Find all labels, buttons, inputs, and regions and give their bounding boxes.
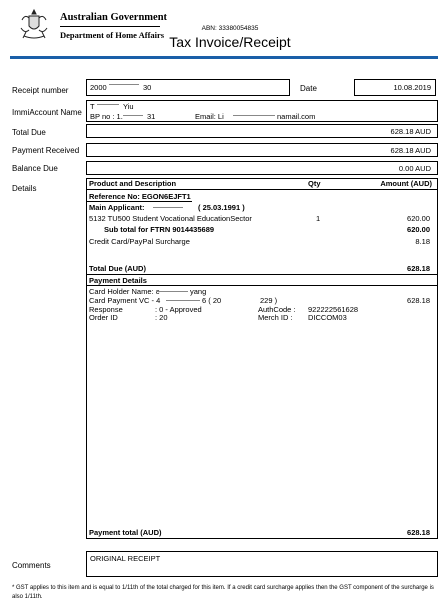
total-due-field: [86, 124, 438, 138]
email-label: Email: Li: [195, 112, 224, 121]
response-label: Response: [89, 305, 123, 314]
comments-value: ORIGINAL RECEIPT: [90, 554, 161, 563]
authcode-label: AuthCode :: [258, 305, 296, 314]
page-title: Tax Invoice/Receipt: [169, 34, 291, 50]
card-holder-name: Card Holder Name: c: [89, 287, 160, 296]
order-id-value: : 20: [155, 313, 168, 322]
subtotal-label: Sub total for FTRN 9014435689: [104, 225, 215, 234]
payment-received-value: 628.18 AUD: [390, 146, 431, 155]
col-product-header: Product and Description: [89, 179, 177, 188]
balance-due-field: [86, 161, 438, 175]
card-payment-amount: 628.18: [407, 296, 430, 305]
balance-due-label: Balance Due: [12, 164, 58, 173]
authcode-value: 922222561628: [308, 305, 359, 314]
card-payment-end: 229 ): [260, 296, 278, 305]
line-item-amount: 620.00: [407, 214, 430, 223]
details-total-label: Total Due (AUD): [89, 264, 146, 273]
card-holder-name-tail: yang: [190, 287, 207, 296]
redaction-mark: [156, 291, 188, 292]
surcharge-label: Credit Card/PayPal Surcharge: [89, 237, 190, 246]
redaction-mark: [109, 84, 139, 91]
immi-name: Yiu: [123, 102, 134, 111]
receipt-number-tail: 30: [143, 83, 152, 92]
comments-field: [86, 551, 438, 577]
col-qty-header: Qty: [308, 179, 321, 188]
details-label: Details: [12, 184, 37, 193]
redaction-mark: [123, 115, 143, 116]
reference-number: Reference No: EGON6EJFT1: [89, 192, 191, 201]
payment-total-amount: 628.18: [407, 528, 430, 537]
surcharge-amount: 8.18: [415, 237, 430, 246]
reference-underline: [86, 201, 192, 202]
payment-heading-rule: [86, 285, 438, 286]
email-domain: namail.com: [277, 112, 316, 121]
comments-label: Comments: [12, 561, 51, 570]
line-item-qty: 1: [316, 214, 321, 223]
redaction-mark: [153, 207, 183, 208]
redaction-mark: [233, 115, 275, 116]
date-field: [354, 79, 436, 96]
main-applicant-label: Main Applicant:: [89, 203, 145, 212]
payment-received-label: Payment Received: [12, 146, 80, 155]
government-name: Australian Government: [60, 12, 168, 23]
order-id-label: Order ID: [89, 313, 118, 322]
bp-number-tail: 31: [147, 112, 156, 121]
applicant-dob: ( 25.03.1991 ): [198, 203, 245, 212]
payment-details-heading: Payment Details: [89, 276, 147, 285]
details-divider: [86, 274, 438, 275]
card-payment-mid: 6 ( 20: [202, 296, 222, 305]
department-name: Department of Home Affairs: [60, 30, 165, 40]
date-label: Date: [300, 84, 317, 93]
merch-id-value: DICCOM03: [308, 313, 347, 322]
header-accent-bar: [10, 56, 438, 59]
balance-due-value: 0.00 AUD: [398, 164, 431, 173]
merch-id-label: Merch ID :: [258, 313, 293, 322]
payment-received-field: [86, 143, 438, 157]
details-header-row: [86, 178, 438, 190]
gst-footnote: * GST applies to this item and is equal to 1/11th of the total charged for this item. If a credit card surcharge applies then the GST component of the surcharge is also 1/11th.: [12, 585, 434, 600]
total-due-label: Total Due: [12, 128, 46, 137]
line-item-description: 5132 TU500 Student Vocational EducationSector: [89, 214, 252, 223]
redaction-mark: [166, 300, 200, 301]
details-total-amount: 628.18: [407, 264, 430, 273]
bp-number: BP no : 1.: [90, 112, 123, 121]
card-payment: Card Payment VC - 4: [89, 296, 161, 305]
receipt-number-label: Receipt number: [12, 86, 69, 95]
payment-total-label: Payment total (AUD): [89, 528, 162, 537]
redaction-mark: [97, 104, 119, 105]
response-value: : 0 - Approved: [155, 305, 202, 314]
immi-account-field: [86, 100, 438, 122]
immi-account-label: ImmiAccount Name: [12, 108, 82, 117]
receipt-number-value: 2000: [90, 83, 107, 92]
date-value: 10.08.2019: [393, 83, 431, 92]
col-amount-header: Amount (AUD): [380, 179, 432, 188]
subtotal-amount: 620.00: [407, 225, 430, 234]
abn-text: ABN: 33380054835: [201, 25, 259, 32]
receipt-number-field: [86, 79, 290, 96]
immi-name-prefix: T: [90, 102, 95, 111]
total-due-value: 628.18 AUD: [390, 127, 431, 136]
